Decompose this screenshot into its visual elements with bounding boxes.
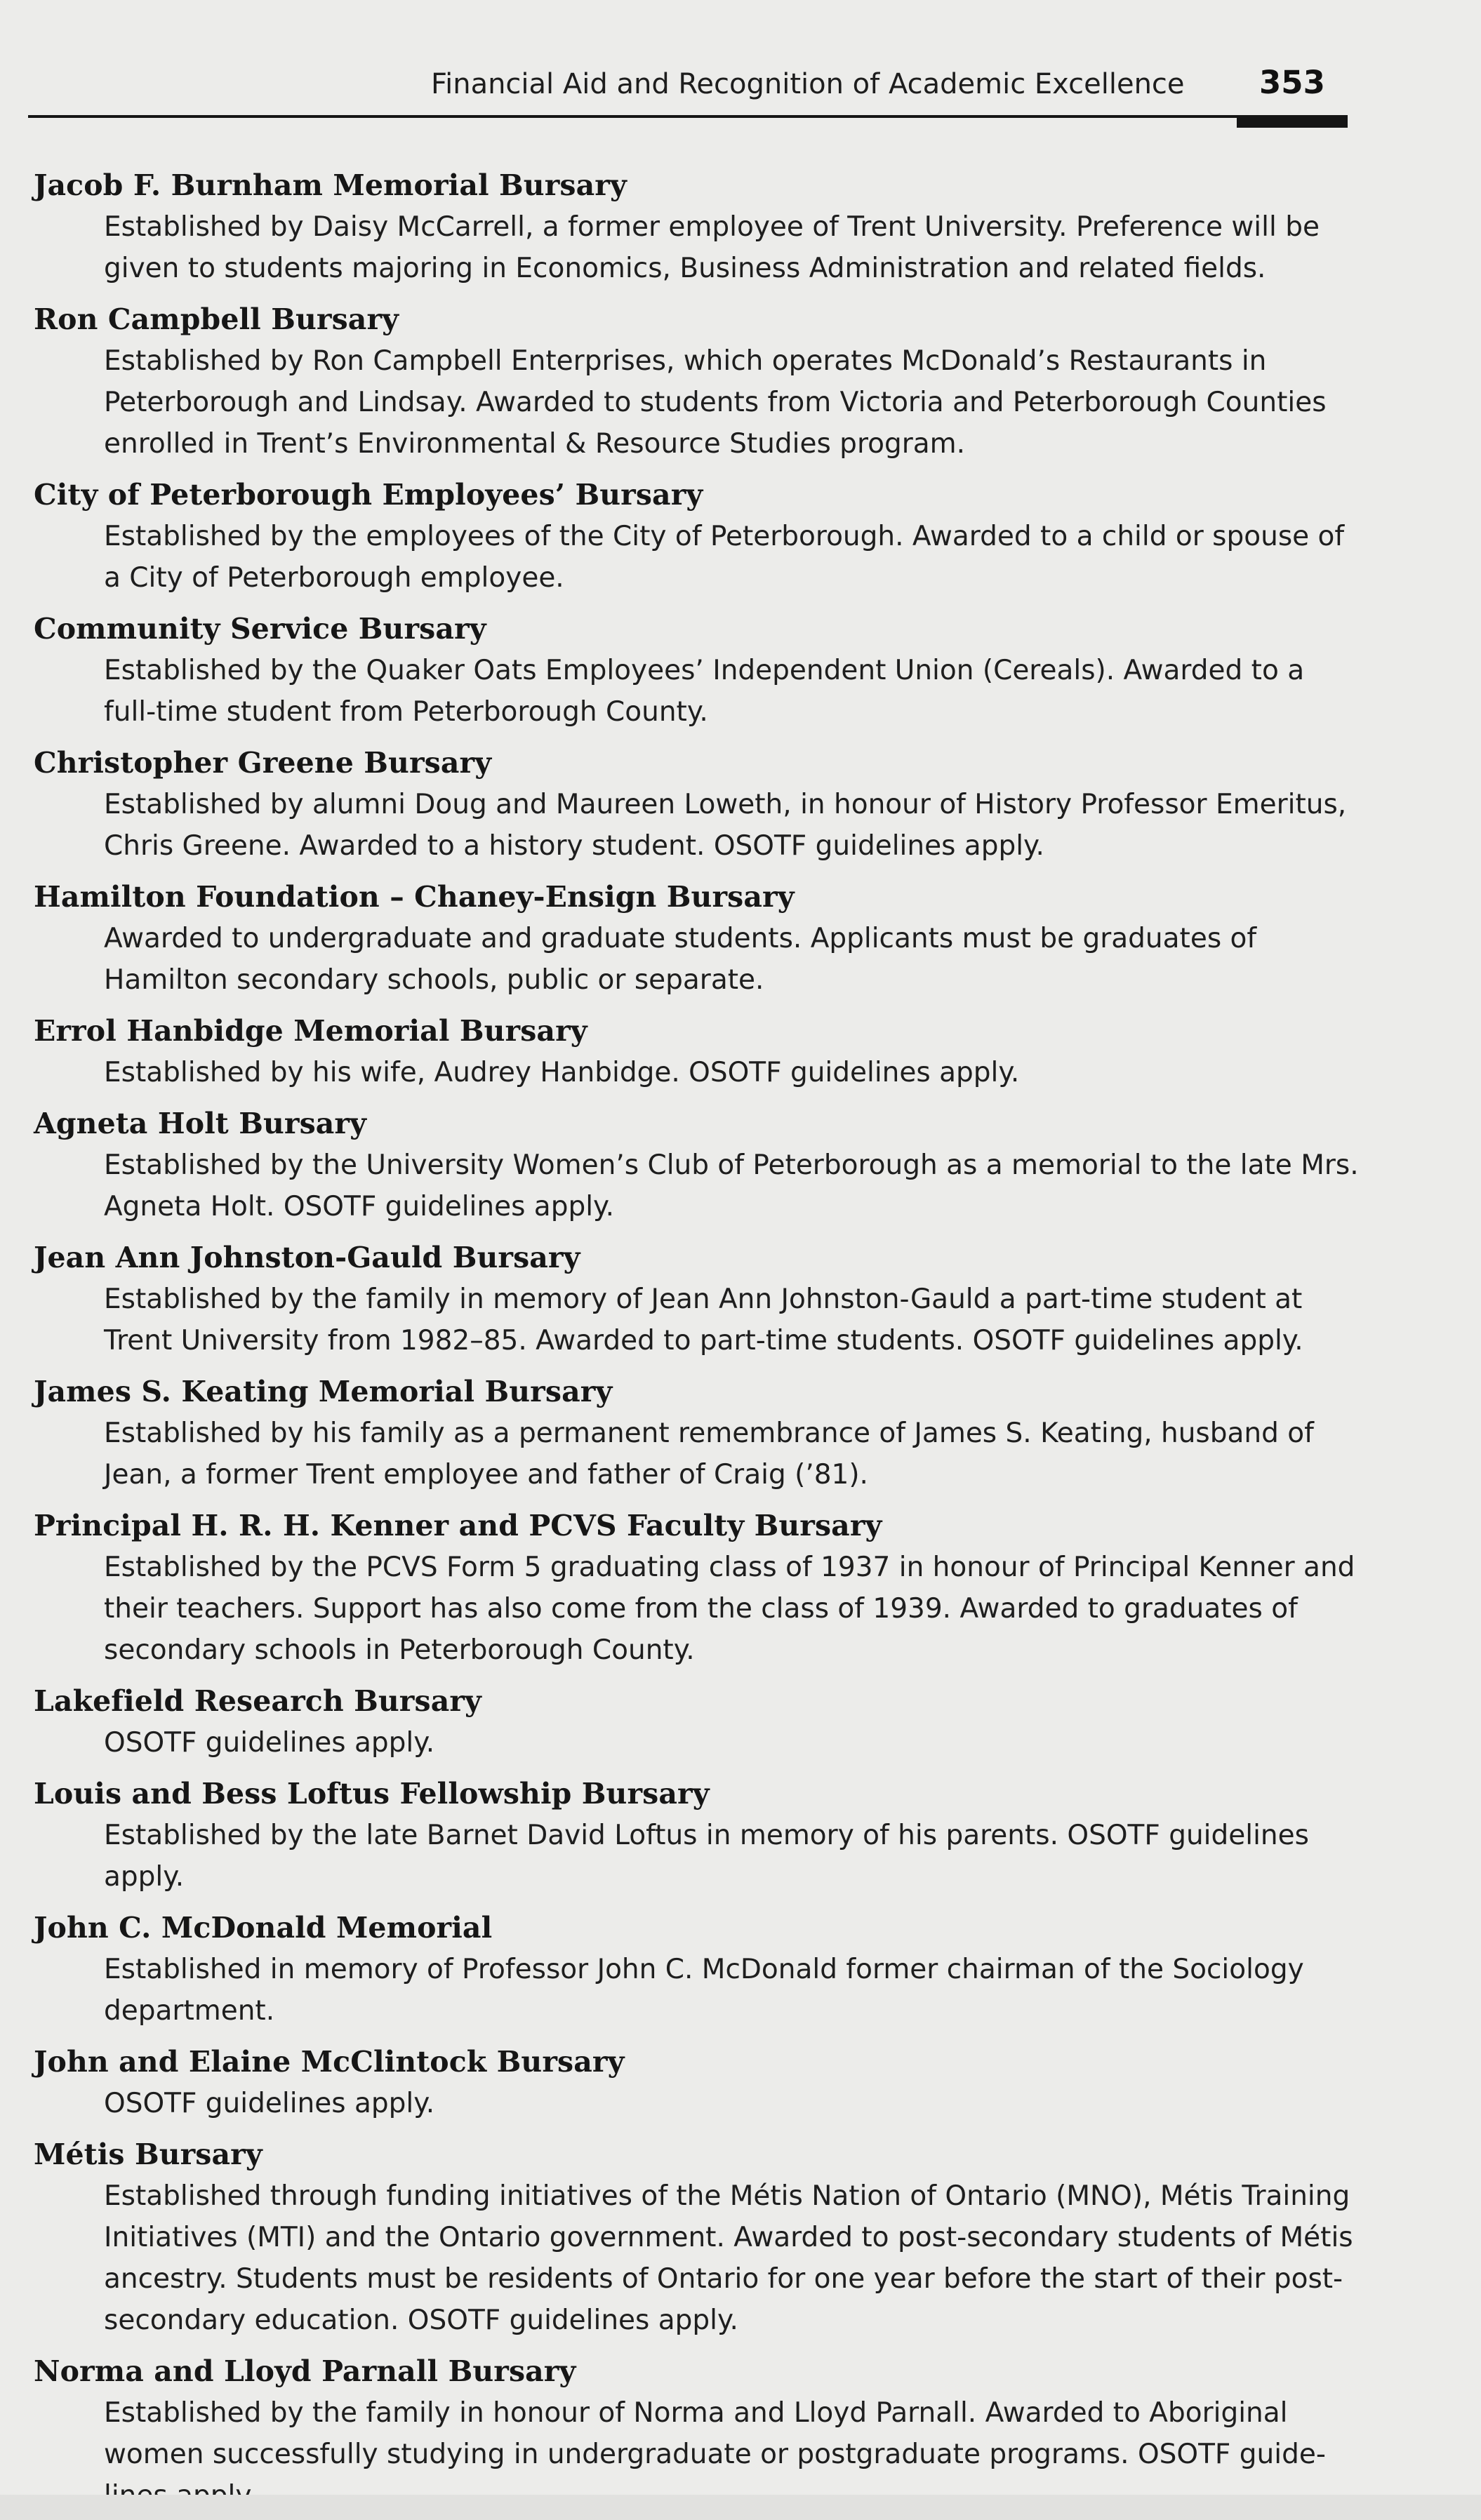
bursary-entry bbox=[34, 165, 1353, 289]
bursary-title: Lakefield Research Bursary bbox=[34, 1684, 482, 1718]
bursary-description: Established by Ron Campbell Enterprises, which operates McDonald’s Restaurants in Peterborough and Lindsay. Awarded to students from Victoria and Peterborough Counties enrolled in Trent’s Environmental & Resource Studies program. bbox=[104, 345, 1327, 460]
bursary-entry bbox=[34, 608, 1353, 733]
bursary-title: Jacob F. Burnham Memorial Bursary bbox=[34, 168, 627, 202]
bursary-title: Agneta Holt Bursary bbox=[34, 1107, 367, 1140]
running-title: Financial Aid and Recognition of Academic Excellence bbox=[431, 68, 1185, 100]
bursary-entry bbox=[34, 2041, 1353, 2124]
bursary-entry bbox=[34, 1371, 1353, 1495]
page-header bbox=[0, 65, 1481, 116]
bursary-description: Established in memory of Professor John C. McDonald former chairman of the Sociology department. bbox=[104, 1954, 1304, 2027]
bursary-list bbox=[34, 165, 1359, 2520]
bursary-entry bbox=[34, 299, 1353, 465]
bursary-entry bbox=[34, 474, 1353, 599]
bursary-description: Established by alumni Doug and Maureen Loweth, in honour of History Professor Emeritus, Chris Greene. Awarded to a history student. OSOTF guidelines apply. bbox=[104, 789, 1347, 862]
bursary-title: Hamilton Foundation – Chaney-Ensign Bursary bbox=[34, 880, 795, 914]
bursary-description: OSOTF guidelines apply. bbox=[104, 1727, 435, 1759]
bursary-title: Community Service Bursary bbox=[34, 612, 486, 646]
bursary-title: Errol Hanbidge Memorial Bursary bbox=[34, 1014, 587, 1048]
bursary-description: Established by the employees of the City of Peterborough. Awarded to a child or spouse of a City of Peterborough employee. bbox=[104, 521, 1345, 594]
bursary-description: Established by the late Barnet David Loftus in memory of his parents. OSOTF guidelines apply. bbox=[104, 1820, 1309, 1893]
bursary-entry bbox=[34, 876, 1353, 1001]
bursary-title: City of Peterborough Employees’ Bursary bbox=[34, 478, 703, 512]
bursary-description: Established by the Quaker Oats Employees’ Independent Union (Cereals). Awarded to a full-time student from Peterborough County. bbox=[104, 655, 1305, 728]
page-number: 353 bbox=[1259, 64, 1325, 101]
bursary-description: Established by the family in memory of Jean Ann Johnston-Gauld a part-time student at Trent University from 1982–85. Awarded to part-time students. OSOTF guidelines apply. bbox=[104, 1284, 1303, 1356]
bursary-entry bbox=[34, 1237, 1353, 1361]
bursary-description: Established by his wife, Audrey Hanbidge. OSOTF guidelines apply. bbox=[104, 1057, 1020, 1088]
bursary-description: Established by the family in honour of Norma and Lloyd Parnall. Awarded to Aboriginal women successfully studying in undergraduate or postgraduate programs. OSOTF guide- bbox=[104, 2397, 1326, 2470]
page-bottom-edge bbox=[0, 2495, 1481, 2520]
bursary-description: Established by his family as a permanent remembrance of James S. Keating, husband of Jean, a former Trent employee and father of Craig (’81). bbox=[104, 1418, 1314, 1491]
bursary-entry bbox=[34, 1773, 1353, 1898]
bursary-entry bbox=[34, 2351, 1353, 2516]
bursary-title: Louis and Bess Loftus Fellowship Bursary bbox=[34, 1777, 710, 1811]
bursary-title: John C. McDonald Memorial bbox=[34, 1911, 493, 1945]
bursary-entry bbox=[34, 1505, 1353, 1671]
bursary-title: Principal H. R. H. Kenner and PCVS Faculty Bursary bbox=[34, 1509, 882, 1542]
bursary-description: Established through funding initiatives of the Métis Nation of Ontario (MNO), Métis Training Initiatives (MTI) and the Ontario government. Awarded to post-secondary students of Métis ancestry. Students must be residents of Ontario for one year before the start of their post-secondary education. OSOTF guidelines apply. bbox=[104, 2180, 1353, 2336]
bursary-entry bbox=[34, 1011, 1353, 1093]
header-rule-tab bbox=[1237, 115, 1348, 128]
bursary-title: Ron Campbell Bursary bbox=[34, 302, 399, 336]
header-rule bbox=[28, 115, 1348, 118]
bursary-description: Established by the University Women’s Club of Peterborough as a memorial to the late Mrs. Agneta Holt. OSOTF guidelines apply. bbox=[104, 1149, 1359, 1222]
bursary-entry bbox=[34, 2134, 1353, 2341]
bursary-entry bbox=[34, 1103, 1359, 1227]
bursary-entry bbox=[34, 742, 1353, 867]
bursary-title: Métis Bursary bbox=[34, 2138, 263, 2171]
bursary-description: Awarded to undergraduate and graduate students. Applicants must be graduates of Hamilton secondary schools, public or separate. bbox=[104, 923, 1257, 996]
bursary-title: Jean Ann Johnston-Gauld Bursary bbox=[34, 1241, 580, 1274]
bursary-description: OSOTF guidelines apply. bbox=[104, 2088, 435, 2119]
bursary-description: Established by Daisy McCarrell, a former employee of Trent University. Preference will be given to students majoring in Economics, Business Administration and related fields. bbox=[104, 211, 1320, 284]
bursary-title: Norma and Lloyd Parnall Bursary bbox=[34, 2354, 576, 2388]
bursary-entry bbox=[34, 1907, 1353, 2032]
bursary-title: John and Elaine McClintock Bursary bbox=[34, 2045, 625, 2079]
bursary-entry bbox=[34, 1681, 1353, 1764]
bursary-title: James S. Keating Memorial Bursary bbox=[34, 1375, 613, 1408]
bursary-description: Established by the PCVS Form 5 graduating class of 1937 in honour of Principal Kenner and their teachers. Support has also come from the class of 1939. Awarded to graduates of secondary schools in Peterborough County. bbox=[104, 1552, 1355, 1666]
bursary-title: Christopher Greene Bursary bbox=[34, 746, 492, 780]
